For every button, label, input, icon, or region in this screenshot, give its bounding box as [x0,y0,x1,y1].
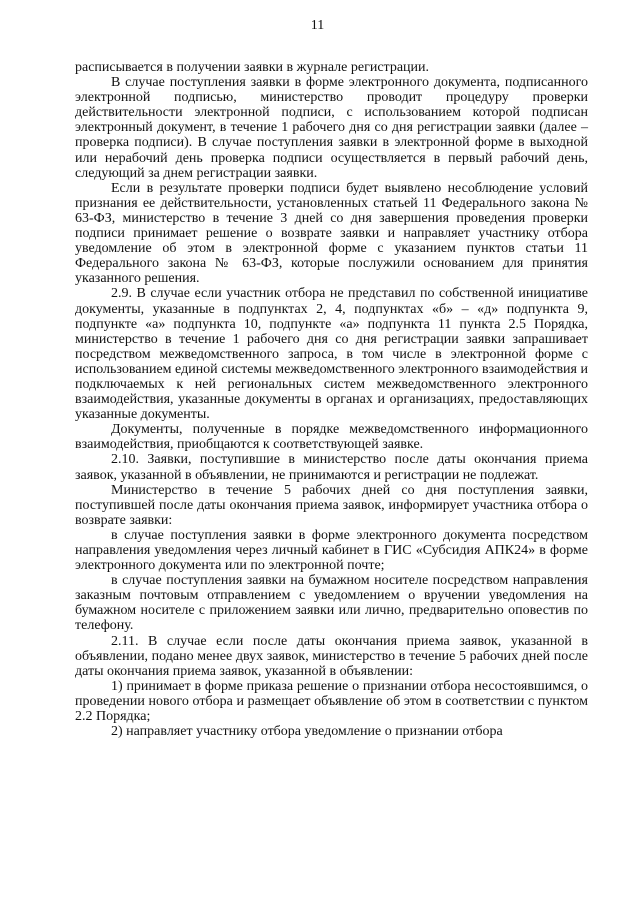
paragraph: расписывается в получении заявки в журнале регистрации. [75,60,430,75]
paragraph: Министерство в течение 5 рабочих дней со дня поступления заявки, поступившей после даты окончания приема заявок, информирует участника отбора о возврате заявки: [75,482,588,528]
paragraph: 2.11. В случае если после даты окончания приема заявок, указанной в объявлении, подано менее двух заявок, министерство в течение 5 рабочих дней после даты окончания приема заявок, указанной в объявлении: [75,633,588,679]
paragraph: 2) направляет участнику отбора уведомление о признании отбора [111,724,503,740]
paragraph: Документы, полученные в порядке межведомственного информационного взаимодействия, приобщаются к соответствующей заявке. [75,422,588,453]
paragraph: в случае поступления заявки на бумажном носителе посредством направления заказным почтовым отправлением с уведомлением о вручении уведомления на бумажном носителе с приложением заявки или лично, предварительно оповестив по телефону. [75,573,588,634]
document-body [75,60,588,739]
paragraph: 1) принимает в форме приказа решение о признании отбора несостоявшимся, о проведении нового отбора и размещает объявление об этом в соответствии с пунктом 2.2 Порядка; [75,678,588,725]
paragraph: В случае поступления заявки в форме электронного документа, подписанного электронной подписью, министерство проводит процедуру проверки действительности электронной подписи, с использованием которой подписан электронный документ, в течение 1 рабочего дня со дня регистрации заявки (далее – проверка подписи). В случае поступления заявки в электронной форме в выходной или нерабочий день проверка подписи осуществляется в первый рабочий день, следующий за днем регистрации заявки. [75,75,588,181]
paragraph: в случае поступления заявки в форме электронного документа посредством направления уведомления через личный кабинет в ГИС «Субсидия АПК24» в форме электронного документа или по электронной почте; [75,527,588,574]
paragraph: 2.10. Заявки, поступившие в министерство после даты окончания приема заявок, указанной в объявлении, не принимаются и регистрации не подлежат. [75,452,588,483]
page-number: 11 [310,18,325,33]
paragraph: Если в результате проверки подписи будет выявлено несоблюдение условий признания ее действительности, установленных статьей 11 Федерального закона № 63-ФЗ, министерство в течение 3 дней со дня завершения проведения проверки подписи принимает решение о возврате заявки и направляет участнику отбора уведомление об этом в электронной форме с указанием пунктов статьи 11 Федерального закона № 63-ФЗ, которые послужили основанием для принятия указанного решения. [75,180,588,287]
paragraph: 2.9. В случае если участник отбора не представил по собственной инициативе документы, указанные в подпунктах 2, 4, подпунктах «б» – «д» подпункта 9, подпункте «а» подпункта 10, подпункте «а» подпункта 11 пункта 2.5 Порядка, министерство в течение 1 рабочего дня со дня регистрации заявки запрашивает посредством межведомственного запроса, в том числе в электронной форме с использованием единой системы межведомственного электронного взаимодействия и подключаемых к ней региональных систем межведомственного электронного взаимодействия, указанные документы в органах и организациях, предоставляющих указанные документы. [75,286,588,423]
